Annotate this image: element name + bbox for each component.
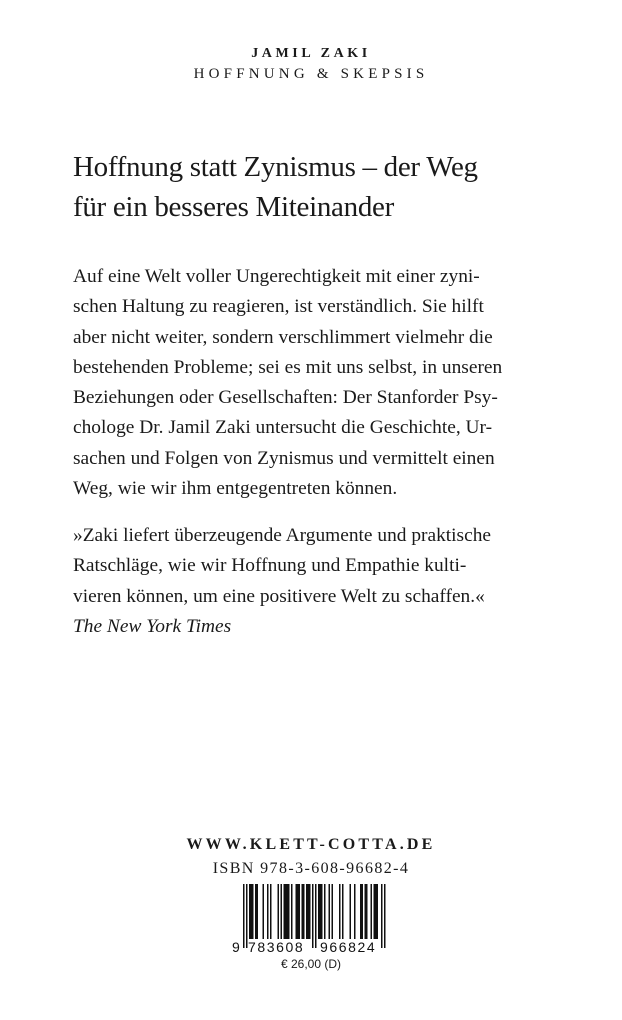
headline (73, 147, 593, 227)
barcode-left-digits: 783608 (248, 939, 305, 954)
quote-line: vieren können, um eine positivere Welt zu schaffen.« (73, 585, 485, 607)
blurb-line: Auf eine Welt voller Ungerechtigkeit mit einer zyni- (73, 266, 480, 287)
blurb-line: bestehenden Probleme; sei es mit uns selbst, in unseren (73, 356, 503, 378)
barcode-right-digits: 966824 (320, 939, 377, 954)
publisher-url: WWW.KLETT-COTTA.DE (186, 836, 436, 853)
blurb-paragraph (73, 262, 573, 504)
barcode (232, 884, 394, 954)
review-quote (73, 521, 573, 642)
series-title: HOFFNUNG & SKEPSIS (193, 66, 429, 82)
blurb-line: schen Haltung zu reagieren, ist verständlich. Sie hilft (73, 296, 484, 318)
author-name: JAMIL ZAKI (251, 46, 371, 61)
blurb-line: Beziehungen oder Gesellschaften: Der Stanforder Psy- (73, 387, 498, 409)
barcode-first-digit: 9 (232, 939, 240, 954)
blurb-line: Weg, wie wir ihm entgegentreten können. (73, 478, 398, 500)
quote-source: The New York Times (73, 615, 232, 637)
headline-line: Hoffnung statt Zynismus – der Weg (73, 151, 478, 183)
quote-line: Ratschläge, wie wir Hoffnung und Empathie kulti- (73, 555, 467, 577)
blurb-line: sachen und Folgen von Zynismus und vermittelt einen (73, 447, 495, 469)
headline-line: für ein besseres Miteinander (73, 191, 394, 223)
quote-line: »Zaki liefert überzeugende Argumente und praktische (73, 525, 491, 546)
isbn-number: ISBN 978-3-608-96682-4 (212, 860, 410, 877)
blurb-line: aber nicht weiter, sondern verschlimmert vielmehr die (73, 326, 493, 348)
blurb-line: chologe Dr. Jamil Zaki untersucht die Geschichte, Ur- (73, 417, 493, 439)
price: € 26,00 (D) (280, 957, 342, 971)
